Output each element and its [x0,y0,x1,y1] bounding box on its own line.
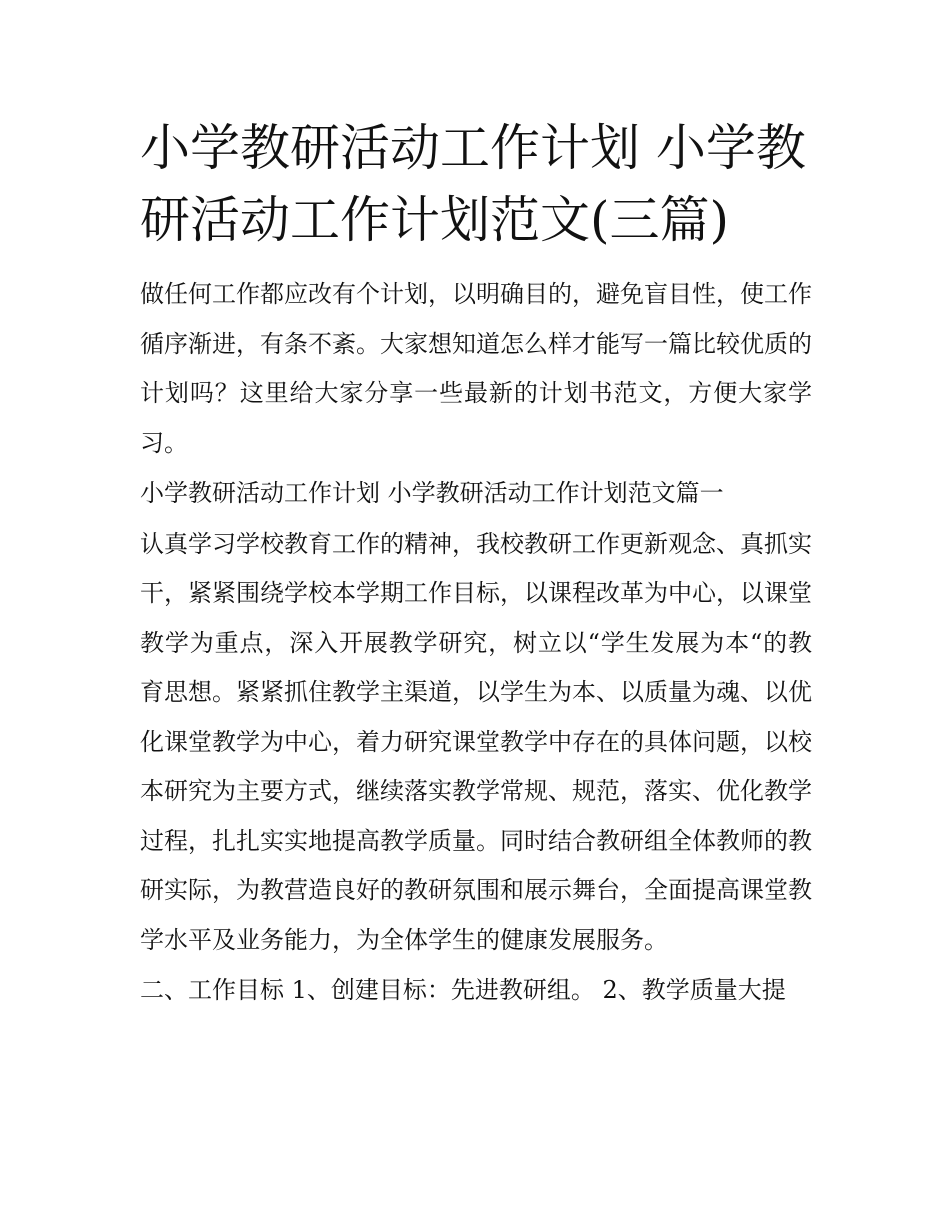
goals-paragraph: 二、工作目标 1、创建目标：先进教研组。 2、教学质量大提 [140,976,786,1004]
body-paragraph: 认真学习学校教育工作的精神，我校教研工作更新观念、真抓实干，紧紧围绕学校本学期工作目标，以课程改革为中心，以课堂教学为重点，深入开展教学研究，树立以“学生发展为本“的教育思想。紧紧抓住教学主渠道，以学生为本、以质量为魂、以优化课堂教学为中心，着力研究课堂教学中存在的具体问题，以校本研究为主要方式，继续落实教学常规、规范，落实、优化教学过程，扎扎实实地提高教学质量。同时结合教研组全体教师的教研实际，为教营造良好的教研氛围和展示舞台，全面提高课堂教学水平及业务能力，为全体学生的健康发展服务。 [140,529,812,954]
document-title: 小学教研活动工作计划 小学教研活动工作计划范文(三篇) [140,119,806,249]
section-heading: 小学教研活动工作计划 小学教研活动工作计划范文篇一 [140,479,724,507]
intro-paragraph: 做任何工作都应改有个计划，以明确目的，避免盲目性，使工作循序渐进，有条不紊。大家想知道怎么样才能写一篇比较优质的计划吗？这里给大家分享一些最新的计划书范文，方便大家学习。 [140,280,812,457]
document-page [140,112,812,1017]
